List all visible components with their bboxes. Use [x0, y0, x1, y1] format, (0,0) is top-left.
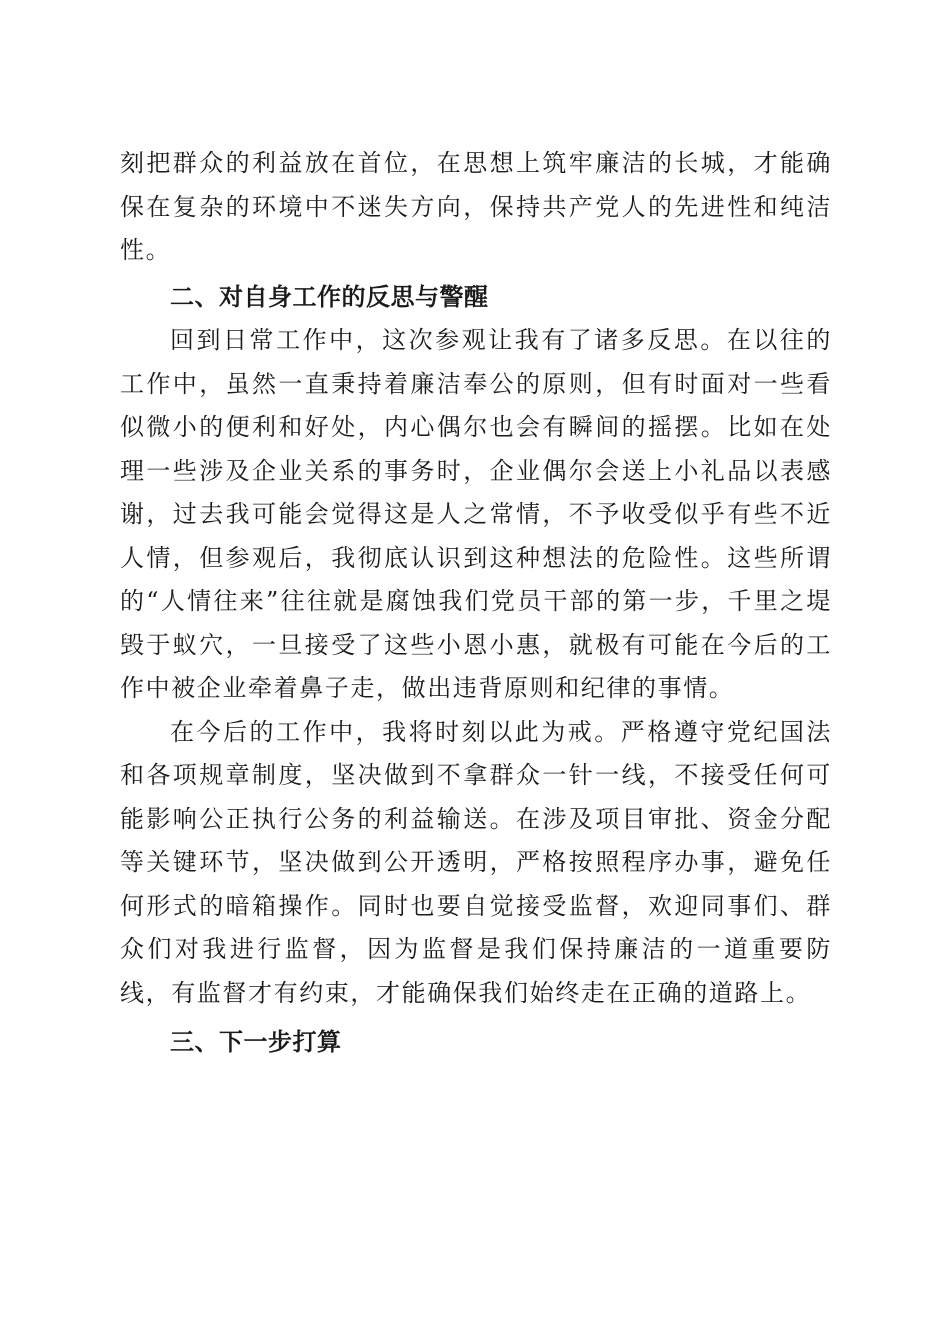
section-heading-2: 二、对自身工作的反思与警醒: [170, 282, 489, 311]
paragraph-continuation: 刻把群众的利益放在首位，在思想上筑牢廉洁的长城，才能确保在复杂的环境中不迷失方向，保持共产党人的先进性和纯洁性。: [120, 149, 832, 264]
document-body: [120, 142, 832, 1065]
paragraph-reflection: 回到日常工作中，这次参观让我有了诸多反思。在以往的工作中，虽然一直秉持着廉洁奉公的原则，但有时面对一些看似微小的便利和好处，内心偶尔也会有瞬间的摇摆。比如在处理一些涉及企业关系的事务时，企业偶尔会送上小礼品以表感谢，过去我可能会觉得这是人之常情，不予收受似乎有些不近人情，但参观后，我彻底认识到这种想法的危险性。这些所谓的“人情往来”往往就是腐蚀我们党员干部的第一步，千里之堤毁于蚁穴，一旦接受了这些小恩小惠，就极有可能在今后的工作中被企业牵着鼻子走，做出违背原则和纪律的事情。: [120, 326, 832, 702]
paragraph-commitment: 在今后的工作中，我将时刻以此为戒。严格遵守党纪国法和各项规章制度，坚决做到不拿群众一针一线，不接受任何可能影响公正执行公务的利益输送。在涉及项目审批、资金分配等关键环节，坚决做到公开透明，严格按照程序办事，避免任何形式的暗箱操作。同时也要自觉接受监督，欢迎同事们、群众们对我进行监督，因为监督是我们保持廉洁的一道重要防线，有监督才有约束，才能确保我们始终走在正确的道路上。: [120, 717, 832, 1007]
section-heading-3: 三、下一步打算: [170, 1028, 342, 1056]
